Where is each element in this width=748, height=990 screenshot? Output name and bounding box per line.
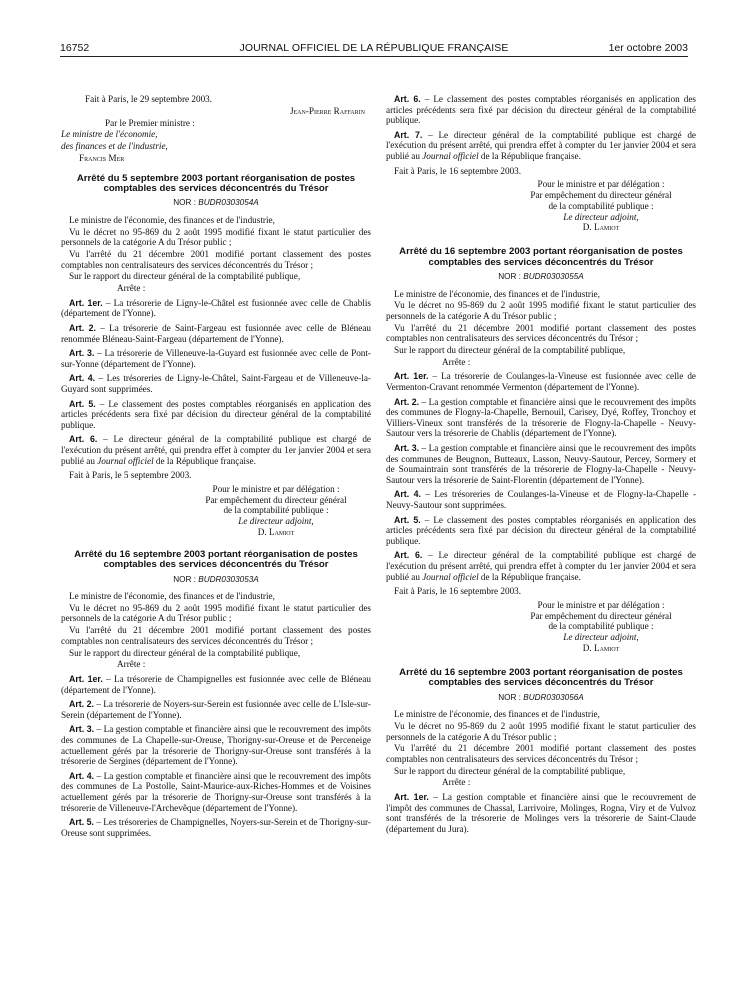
intro-minister-2: des finances et de l'industrie, [61, 141, 168, 152]
sig-line-1: Pour le ministre et par délégation : [537, 179, 665, 190]
a3-art-4 [386, 489, 696, 510]
sig-name: D. Lamiot [582, 222, 620, 233]
nor-label: NOR : [173, 198, 199, 208]
a4-p3: Vu l'arrêté du 21 décembre 2001 modifié portant classement des postes comptables non centralisateurs des services déconcentrés du Trésor ; [386, 743, 696, 764]
sig-name: D. Lamiot [582, 642, 620, 653]
a2-p2: Vu le décret no 95-869 du 2 août 1995 modifié fixant le statut particulier des personnels de la catégorie A du Trésor public ; [61, 602, 371, 624]
art-text: – Les trésoreries de Coulanges-la-Vineuse et de Flogny-la-Chapelle - Neuvy-Sautour sont supprimées. [386, 489, 697, 510]
a1-p2: Vu le décret no 95-869 du 2 août 1995 modifié fixant le statut particulier des personnels de la catégorie A du Trésor public ; [61, 226, 371, 248]
sig-line-3: de la comptabilité publique : [548, 621, 654, 632]
arrete-2-title: Arrêté du 16 septembre 2003 portant réorganisation de postes comptables des services déconcentrés du Trésor [74, 548, 358, 571]
art-label: Art. 3. [69, 348, 95, 359]
art-label: Art. 1er. [394, 792, 429, 803]
a3-art-2 [386, 397, 696, 439]
art-label: Art. 5. [69, 817, 94, 828]
r-art-7 [386, 130, 696, 162]
art-label: Art. 1er. [69, 297, 103, 308]
a2-art-5 [61, 817, 371, 838]
a2-p4: Sur le rapport du directeur général de la comptabilité publique, [69, 647, 301, 658]
art-text: – Le directeur général de la comptabilité publique est chargé de l'exécution du présent arrêté, qui prendra effet à compter du 1er janvier 2004 et sera publié au [386, 129, 696, 161]
a2-art-2 [61, 699, 371, 720]
a3-p3: Vu l'arrêté du 21 décembre 2001 modifié portant classement des postes comptables non centralisateurs des services déconcentrés du Trésor ; [386, 322, 696, 344]
a3-art-1 [386, 371, 696, 392]
a1-art-3 [61, 348, 371, 369]
art-text: – La gestion comptable et financière ainsi que le recouvrement des impôts des communes de La Postolle, Saint-Maurice-aux-Riches-Hommes et de Voisines actuellement gérés par la trésorerie de Thorigny-sur-Oreuse sont transférés à la trésorerie de Villeneuve-l'Archevêque (département de l'Yonne). [61, 770, 371, 813]
a1-fait: Fait à Paris, le 5 septembre 2003. [69, 470, 192, 481]
a1-p4: Sur le rapport du directeur général de la comptabilité publique, [69, 271, 301, 282]
nor-code: BUDR0303055A [523, 271, 584, 281]
art-label: Art. 7. [394, 129, 423, 140]
art-label: Art. 4. [69, 770, 95, 781]
art-text-end: de la République française. [153, 455, 256, 466]
a2-arrete: Arrête : [117, 659, 146, 670]
journal-title: JOURNAL OFFICIEL DE LA RÉPUBLIQUE FRANÇAISE [239, 42, 509, 54]
journal-officiel-ref: Journal officiel [422, 150, 479, 161]
art-label: Art. 4. [394, 489, 422, 500]
arrete-4-nor [386, 693, 696, 704]
arrete-1-nor [61, 198, 371, 209]
sig-line-2: Par empêchement du directeur général [530, 189, 672, 200]
a1-art-6 [61, 434, 371, 466]
a3-art-5 [386, 515, 696, 547]
nor-label: NOR : [498, 692, 524, 702]
sig-line-4: Le directeur adjoint, [563, 211, 639, 222]
a3-p1: Le ministre de l'économie, des finances et de l'industrie, [394, 288, 600, 299]
a4-art-1 [386, 792, 696, 834]
art-label: Art. 1er. [69, 674, 103, 685]
art-text: – La trésorerie de Ligny-le-Châtel est fusionnée avec celle de Chablis (département de l'Yonne). [61, 297, 372, 319]
a4-arrete: Arrête : [442, 777, 471, 788]
art-text: – Le classement des postes comptables réorganisés en application des articles précédents sera fixé par décision du directeur général de la comptabilité publique. [61, 398, 371, 430]
sig-line-3: de la comptabilité publique : [548, 200, 654, 211]
nor-code: BUDR0303053A [198, 574, 259, 584]
sig-line-2: Par empêchement du directeur général [530, 610, 672, 621]
a2-art-4 [61, 771, 371, 813]
art-label: Art. 5. [394, 514, 421, 525]
art-label: Art. 2. [69, 699, 94, 710]
intro-signer-2: Francis Mer [79, 152, 125, 163]
a1-art-1 [61, 298, 371, 319]
art-text: – La gestion comptable et financière ainsi que le recouvrement des impôts des communes de Flogny-la-Chapelle, Bernouil, Carisey, Dyé, Roffey, Tronchoy et Villiers-Vineux sont transférés de la trésorerie de Flogny-la-Chapelle - Neuvy-Sautour vers la trésorerie de Chablis (département de l'Yonne). [386, 396, 696, 439]
journal-officiel-ref: Journal officiel [422, 571, 479, 582]
a3-p2: Vu le décret no 95-869 du 2 août 1995 modifié fixant le statut particulier des personnels de la catégorie A du Trésor public ; [386, 300, 696, 321]
arrete-3-nor [386, 272, 696, 283]
nor-code: BUDR0303056A [523, 692, 584, 702]
a3-fait: Fait à Paris, le 16 septembre 2003. [394, 586, 522, 597]
a3-art-3 [386, 443, 696, 485]
sig-line-2: Par empêchement du directeur général [205, 494, 347, 505]
page-header [60, 42, 688, 57]
sig-line-4: Le directeur adjoint, [238, 516, 314, 527]
arrete-1-title: Arrêté du 5 septembre 2003 portant réorganisation de postes comptables des services déconcentrés du Trésor [76, 172, 356, 194]
nor-label: NOR : [498, 271, 524, 281]
art-label: Art. 1er. [394, 371, 429, 382]
art-text: – Le directeur général de la comptabilité publique est chargé de l'exécution du présent arrêté, qui prendra effet à compter du 1er janvier 2004 et sera publié au [386, 550, 696, 582]
r-signature [506, 179, 696, 233]
page-number: 16752 [60, 42, 90, 54]
intro-fait: Fait à Paris, le 29 septembre 2003. [85, 94, 213, 104]
arrete-2-nor [61, 575, 371, 586]
art-label: Art. 6. [394, 94, 421, 104]
art-label: Art. 4. [69, 373, 96, 384]
art-text: – La trésorerie de Villeneuve-la-Guyard est fusionnée avec celle de Pont-sur-Yonne (département de l'Yonne). [61, 348, 371, 369]
art-label: Art. 5. [69, 398, 96, 409]
a1-art-5 [61, 399, 371, 431]
sig-line-1: Pour le ministre et par délégation : [212, 483, 340, 494]
art-text: – Les trésoreries de Champignelles, Noyers-sur-Serein et de Thorigny-sur-Oreuse sont supprimées. [61, 817, 371, 838]
arrete-4-title: Arrêté du 16 septembre 2003 portant réorganisation de postes comptables des services déconcentrés du Trésor [399, 666, 683, 689]
nor-label: NOR : [173, 574, 199, 584]
a2-art-3 [61, 724, 371, 766]
art-label: Art. 2. [394, 396, 420, 407]
r-fait: Fait à Paris, le 16 septembre 2003. [394, 165, 522, 176]
arrete-3-title: Arrêté du 16 septembre 2003 portant réorganisation de postes comptables des services déconcentrés du Trésor [399, 246, 683, 268]
issue-date: 1er octobre 2003 [608, 42, 688, 54]
intro-par: Par le Premier ministre : [105, 117, 195, 128]
a1-arrete: Arrête : [117, 283, 146, 294]
journal-officiel-ref: Journal officiel [97, 455, 154, 466]
art-text: – La trésorerie de Saint-Fargeau est fusionnée avec celle de Bléneau renommée Bléneau-Saint-Fargeau (département de l'Yonne). [61, 323, 372, 344]
intro-minister-1: Le ministre de l'économie, [61, 129, 158, 140]
sig-line-4: Le directeur adjoint, [563, 632, 639, 643]
a1-art-2 [61, 323, 371, 344]
a2-art-1 [61, 674, 371, 695]
a3-signature [506, 600, 696, 654]
a3-art-6 [386, 550, 696, 582]
art-text: – La gestion comptable et financière ainsi que le recouvrement des impôts des communes de Beugnon, Butteaux, Lasson, Neuvy-Sautour, Percey, Sormery et de Soumaintrain sont transférés de la trésorerie de Flogny-la-Chapelle - Neuvy-Sautour vers la trésorerie de Saint-Florentin (département de l'Yonne). [386, 443, 696, 485]
sig-line-3: de la comptabilité publique : [223, 505, 329, 516]
a1-p3: Vu l'arrêté du 21 décembre 2001 modifié portant classement des postes comptables non centralisateurs des services déconcentrés du Trésor ; [61, 249, 371, 270]
art-label: Art. 2. [69, 323, 96, 333]
art-text-end: de la République française. [478, 571, 581, 582]
art-label: Art. 3. [69, 724, 95, 735]
a4-p2: Vu le décret no 95-869 du 2 août 1995 modifié fixant le statut particulier des personnels de la catégorie A du Trésor public ; [386, 720, 696, 742]
sig-name: D. Lamiot [257, 526, 295, 537]
art-label: Art. 6. [69, 434, 98, 445]
art-label: Art. 6. [394, 550, 423, 561]
a1-art-4 [61, 373, 371, 394]
a2-p1: Le ministre de l'économie, des finances et de l'industrie, [69, 591, 275, 602]
art-text: – La trésorerie de Noyers-sur-Serein est fusionnée avec celle de L'Isle-sur-Serein (département de l'Yonne). [61, 699, 371, 720]
art-label: Art. 3. [394, 443, 420, 454]
art-text-end: de la République française. [478, 150, 581, 161]
art-text: – La trésorerie de Coulanges-la-Vineuse est fusionnée avec celle de Vermenton-Cravant renommée Vermenton (département de l'Yonne). [386, 371, 696, 393]
art-text: – La gestion comptable et financière ainsi que le recouvrement de l'impôt des communes de Chassal, Larrivoire, Molinges, Rogna, Viry et de Vulvoz sont transférés de la trésorerie de Molinges vers la trésorerie de Saint-Claude (département du Jura). [386, 792, 696, 834]
intro-signer: Jean-Pierre Raffarin [289, 105, 365, 116]
art-text: – Le directeur général de la comptabilité publique est chargé de l'exécution du présent arrêté, qui prendra effet à compter du 1er janvier 2004 et sera publié au [61, 434, 371, 466]
a4-p4: Sur le rapport du directeur général de la comptabilité publique, [394, 765, 626, 776]
a3-arrete: Arrête : [442, 356, 471, 367]
a4-p1: Le ministre de l'économie, des finances et de l'industrie, [394, 709, 600, 720]
a2-p3: Vu l'arrêté du 21 décembre 2001 modifié portant classement des postes comptables non centralisateurs des services déconcentrés du Trésor ; [61, 625, 371, 646]
r-art-6 [386, 94, 696, 126]
art-text: – La gestion comptable et financière ainsi que le recouvrement des impôts des communes de La Chapelle-sur-Oreuse, Thorigny-sur-Oreuse et de Perceneige actuellement gérés par la trésorerie de Thorigny-sur-Oreuse sont transférés à la trésorerie de Sergines (département de l'Yonne). [61, 724, 371, 767]
art-text: – Le classement des postes comptables réorganisés en application des articles précédents sera fixé par décision du directeur général de la comptabilité publique. [386, 514, 696, 546]
art-text: – Le classement des postes comptables réorganisés en application des articles précédents sera fixé par décision du directeur général de la comptabilité publique. [386, 94, 696, 126]
a1-signature [181, 484, 371, 538]
right-column [386, 94, 696, 836]
left-column [61, 94, 371, 840]
nor-code: BUDR0303054A [198, 198, 259, 208]
art-text: – Les trésoreries de Ligny-le-Châtel, Saint-Fargeau et de Villeneuve-la-Guyard sont supprimées. [61, 373, 371, 394]
a3-p4: Sur le rapport du directeur général de la comptabilité publique, [394, 345, 626, 356]
sig-line-1: Pour le ministre et par délégation : [537, 599, 665, 610]
a1-p1: Le ministre de l'économie, des finances et de l'industrie, [69, 214, 275, 225]
art-text: – La trésorerie de Champignelles est fusionnée avec celle de Bléneau (département de l'Yonne). [61, 674, 371, 695]
